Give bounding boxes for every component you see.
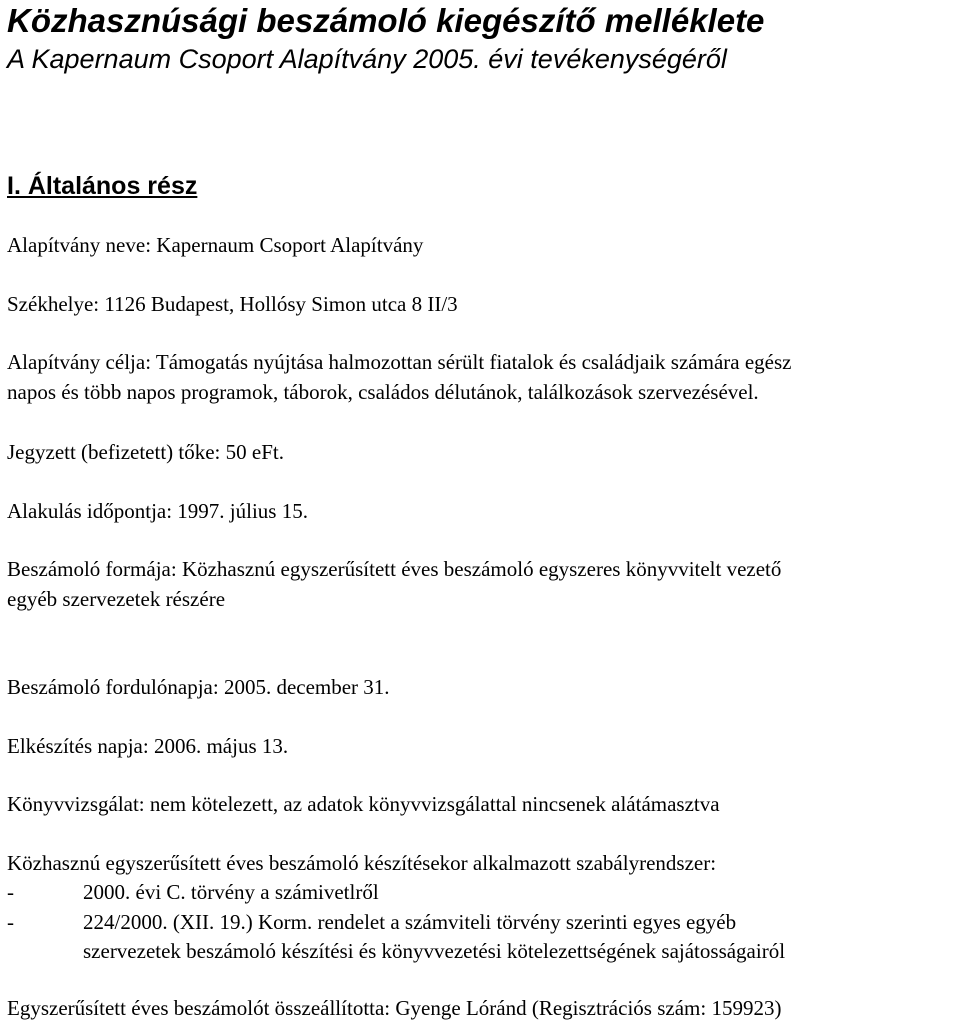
rules-list [7,878,785,966]
rule-text-line-2: szervezetek beszámoló készítési és könyvvezetési kötelezettségének sajátosságairól [83,939,786,963]
section-heading: I. Általános rész [7,172,198,200]
compiled-by: Egyszerűsített éves beszámolót összeállította: Gyenge Lóránd (Regisztrációs szám: 159923) [7,996,782,1020]
list-dash: - [7,880,14,904]
report-closing-date: Beszámoló fordulónapja: 2005. december 31. [7,675,390,699]
rule-text-line-1: 2000. évi C. törvény a számivetlről [83,880,379,904]
rule-text-line-1: 224/2000. (XII. 19.) Korm. rendelet a számviteli törvény szerinti egyes egyéb [83,910,737,934]
list-dash: - [7,910,14,934]
report-form-line-2: egyéb szervezetek részére [7,587,226,611]
rules-intro: Közhasznú egyszerűsített éves beszámoló készítésekor alkalmazott szabályrendszer: [7,851,717,875]
report-form-line-1: Beszámoló formája: Közhasznú egyszerűsített éves beszámoló egyszeres könyvvitelt vezető [7,557,782,581]
foundation-name: Alapítvány neve: Kapernaum Csoport Alapítvány [7,233,424,257]
registered-capital: Jegyzett (befizetett) tőke: 50 eFt. [7,440,284,464]
audit-statement: Könyvvizsgálat: nem kötelezett, az adatok könyvvizsgálattal nincsenek alátámasztva [7,792,720,816]
founding-date: Alakulás időpontja: 1997. július 15. [7,499,308,523]
document-subtitle: A Kapernaum Csoport Alapítvány 2005. évi tevékenységéről [7,44,727,74]
foundation-purpose-line-1: Alapítvány célja: Támogatás nyújtása halmozottan sérült fiatalok és családjaik számára egész [7,350,792,374]
foundation-seat: Székhelye: 1126 Budapest, Hollósy Simon utca 8 II/3 [7,292,458,316]
document-title: Közhasznúsági beszámoló kiegészítő melléklete [7,2,765,39]
list-item [7,908,785,966]
list-item [7,878,785,907]
foundation-purpose-line-2: napos és több napos programok, táborok, családos délutánok, találkozások szervezésével. [7,380,759,404]
preparation-date: Elkészítés napja: 2006. május 13. [7,734,289,758]
